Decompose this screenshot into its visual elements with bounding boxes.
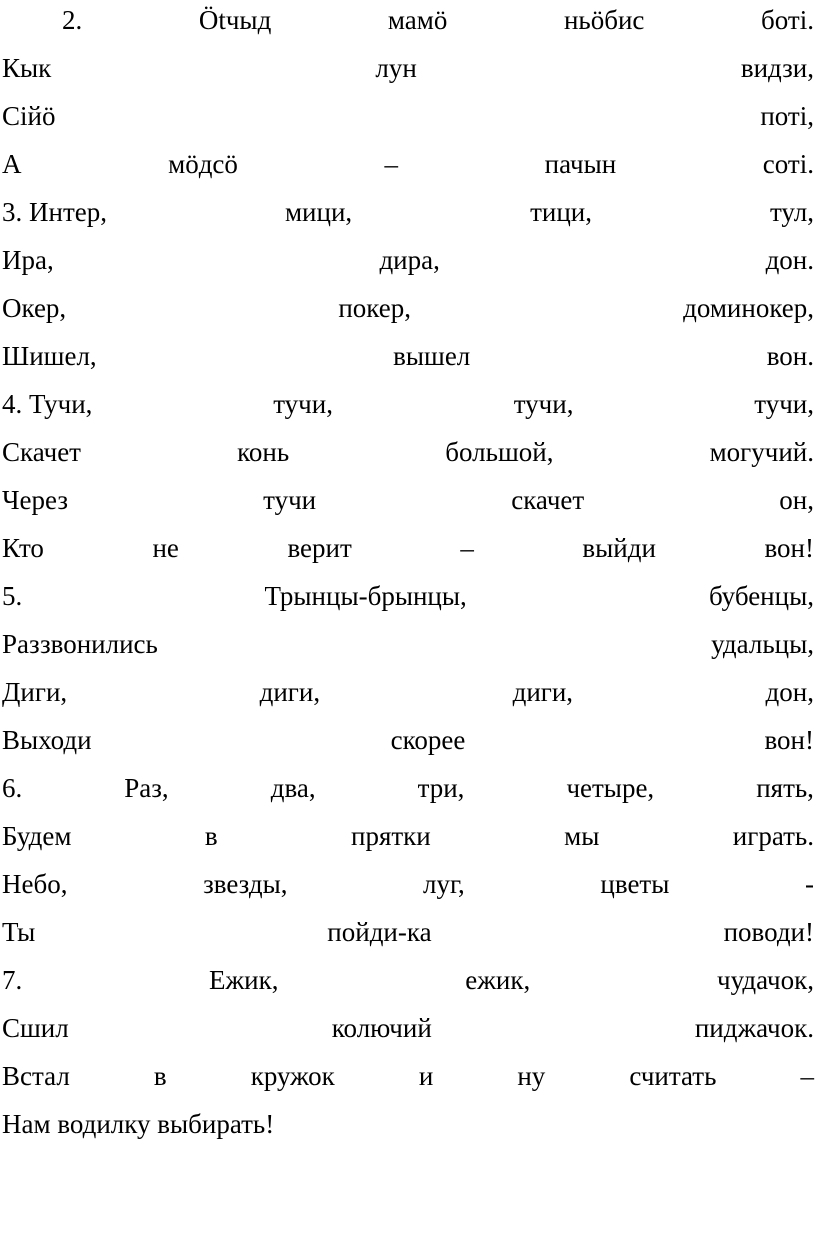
text-line: [2, 914, 814, 962]
word: диги,: [259, 677, 321, 707]
word: пять,: [756, 773, 814, 803]
word: Кто: [2, 533, 44, 563]
word: доминокер,: [683, 293, 814, 323]
text-line: [2, 1106, 814, 1154]
word: А: [2, 149, 22, 179]
word: бубенцы,: [708, 581, 814, 611]
word: дон,: [765, 677, 814, 707]
text-line: [2, 50, 814, 98]
text-line: [2, 722, 814, 770]
word: могучий.: [709, 437, 814, 467]
word: тучи,: [273, 389, 333, 419]
word: цветы: [600, 869, 670, 899]
word: скорее: [390, 725, 466, 755]
word: ежик,: [465, 965, 531, 995]
word: скачет: [511, 485, 585, 515]
word: четыре,: [566, 773, 655, 803]
word: звезды,: [203, 869, 288, 899]
word: диги,: [512, 677, 574, 707]
text-line: [2, 98, 814, 146]
word: 4. Тучи,: [2, 389, 93, 419]
word: пойди-ка: [327, 917, 432, 947]
word: не: [152, 533, 179, 563]
document-page: [2, 0, 814, 1154]
word: вон.: [766, 341, 814, 371]
word: ньöбис: [563, 5, 645, 35]
word: Сшил: [2, 1013, 69, 1043]
text-line: [2, 434, 814, 482]
word: три,: [417, 773, 465, 803]
word: Раззвонились: [2, 629, 158, 659]
word: чудачок,: [717, 965, 814, 995]
word: кружок: [250, 1061, 335, 1091]
word: Выходи: [2, 725, 92, 755]
word: мöдсö: [168, 149, 238, 179]
text-line: [2, 818, 814, 866]
word: прятки: [351, 821, 431, 851]
word: удальцы,: [711, 629, 814, 659]
word: Ежик,: [209, 965, 279, 995]
word: он,: [779, 485, 814, 515]
text-line: [2, 338, 814, 386]
text-line: [2, 578, 814, 626]
word: Через: [2, 485, 69, 515]
word: Окер,: [2, 293, 67, 323]
text-line: [2, 242, 814, 290]
word: играть.: [732, 821, 814, 851]
text-line: [2, 290, 814, 338]
word: вон!: [764, 533, 814, 563]
text-line: [2, 386, 814, 434]
text-line: [2, 530, 814, 578]
text-line: [2, 674, 814, 722]
word: Встал: [2, 1061, 70, 1091]
word: пачын: [544, 149, 617, 179]
word: мамö: [387, 5, 448, 35]
word: колючий: [331, 1013, 432, 1043]
word: тици,: [530, 197, 593, 227]
word: –: [384, 149, 399, 179]
word: тучи: [263, 485, 317, 515]
word: и: [418, 1061, 434, 1091]
word: конь: [237, 437, 290, 467]
word: дон.: [765, 245, 814, 275]
word: вышел: [393, 341, 471, 371]
word: мы: [564, 821, 600, 851]
word: Трынцы-брынцы,: [264, 581, 467, 611]
word: поводи!: [723, 917, 814, 947]
text-line: [2, 626, 814, 674]
word: поті,: [760, 101, 814, 131]
word: верит: [287, 533, 352, 563]
word: пиджачок.: [694, 1013, 814, 1043]
word: тул,: [769, 197, 814, 227]
text-line: [2, 2, 814, 50]
word: выйди: [582, 533, 656, 563]
word: Раз,: [124, 773, 169, 803]
word: Нам водилку выбирать!: [2, 1109, 275, 1139]
word: дира,: [379, 245, 440, 275]
word: 7.: [2, 965, 23, 995]
text-line: [2, 1058, 814, 1106]
word: 5.: [2, 581, 23, 611]
word: 6.: [2, 773, 23, 803]
word: Шишел,: [2, 341, 97, 371]
word: боті.: [761, 5, 814, 35]
word: луг,: [423, 869, 465, 899]
word: Кык: [2, 53, 52, 83]
word: Небо,: [2, 869, 68, 899]
word: –: [460, 533, 474, 563]
word: -: [804, 869, 814, 899]
word: соті.: [762, 149, 814, 179]
text-line: [2, 962, 814, 1010]
word: ну: [517, 1061, 546, 1091]
word: мици,: [284, 197, 353, 227]
text-line: [2, 482, 814, 530]
word: Сійö: [2, 101, 56, 131]
text-line: [2, 1010, 814, 1058]
word: Ты: [2, 917, 36, 947]
word: тучи,: [513, 389, 574, 419]
word: тучи,: [754, 389, 814, 419]
word: видзи,: [740, 53, 814, 83]
word: 3. Интер,: [2, 197, 107, 227]
word: в: [153, 1061, 167, 1091]
text-line: [2, 146, 814, 194]
word: Ötчыд: [198, 5, 272, 35]
word: 2.: [62, 5, 83, 35]
word: считать: [629, 1061, 717, 1091]
word: Ира,: [2, 245, 54, 275]
word: Диги,: [2, 677, 68, 707]
word: покер,: [338, 293, 411, 323]
word: большой,: [445, 437, 554, 467]
word: лун: [375, 53, 417, 83]
word: –: [800, 1061, 814, 1091]
text-line: [2, 866, 814, 914]
text-line: [2, 194, 814, 242]
word: в: [204, 821, 218, 851]
word: вон!: [764, 725, 814, 755]
word: два,: [270, 773, 316, 803]
word: Скачет: [2, 437, 81, 467]
text-line: [2, 770, 814, 818]
word: Будем: [2, 821, 72, 851]
